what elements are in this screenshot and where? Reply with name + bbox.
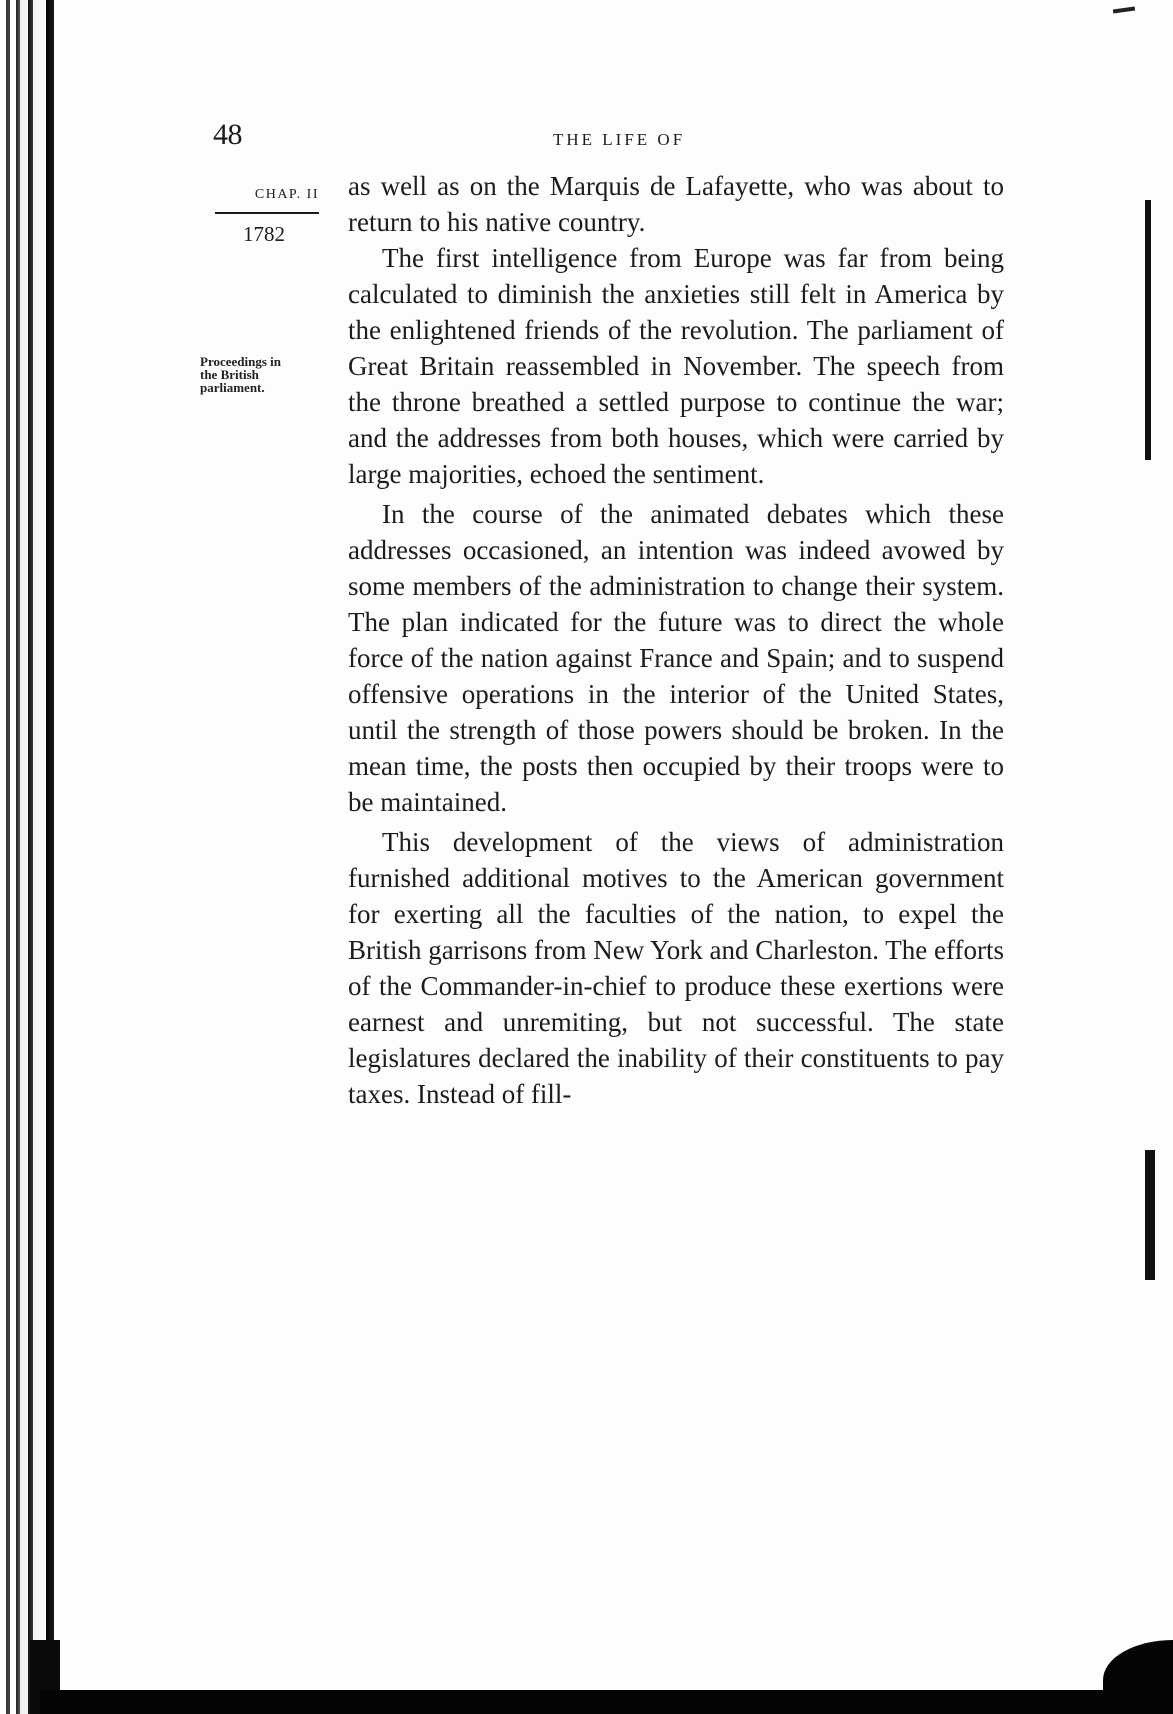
margin-side-note: Proceedings in the British parliament. [200, 354, 282, 395]
year-label: 1782 [243, 222, 285, 246]
binding-edge [0, 0, 60, 1714]
scan-edge-mark [1145, 200, 1151, 460]
margin-column [205, 186, 323, 247]
paragraph: In the course of the animated debates which these addresses occasioned, an intention was indeed avowed by some members of the administration to change their system. The plan indicated for the future was to direct the whole force of the nation against France and Spain; and to suspend offensive operations in the interior of the United States, until the strength of those powers should be broken. In the mean time, the posts then occupied by their troops were to be maintained. [348, 499, 1004, 817]
paragraph: This development of the views of administration furnished additional motives to the American government for exerting all the faculties of the nation, to expel the British garrisons from New York and Charleston. The efforts of the Commander-in-chief to produce these exertions were earnest and unremiting, but not successful. The state legislatures declared the inability of their constituents to pay taxes. Instead of fill- [348, 827, 1004, 1109]
page-corner-curl [1103, 1640, 1173, 1700]
running-head: THE LIFE OF [553, 130, 686, 149]
page-header [213, 118, 1013, 158]
body-text [348, 168, 1004, 1112]
paragraph: The first intelligence from Europe was far from being calculated to diminish the anxieties still felt in America by the enlightened friends of the revolution. The parliament of Great Britain reassembled in November. The speech from the throne breathed a settled purpose to continue the war; and the addresses from both houses, which were carried by large majorities, echoed the sentiment. [348, 243, 1004, 489]
chapter-label: CHAP. II [215, 186, 319, 214]
scan-corner-mark [1113, 6, 1135, 13]
scan-edge-mark [1145, 1150, 1155, 1280]
page-number: 48 [213, 118, 242, 151]
page-bottom-edge [40, 1690, 1173, 1714]
paragraph: as well as on the Marquis de Lafayette, who was about to return to his native country. [348, 171, 1004, 237]
